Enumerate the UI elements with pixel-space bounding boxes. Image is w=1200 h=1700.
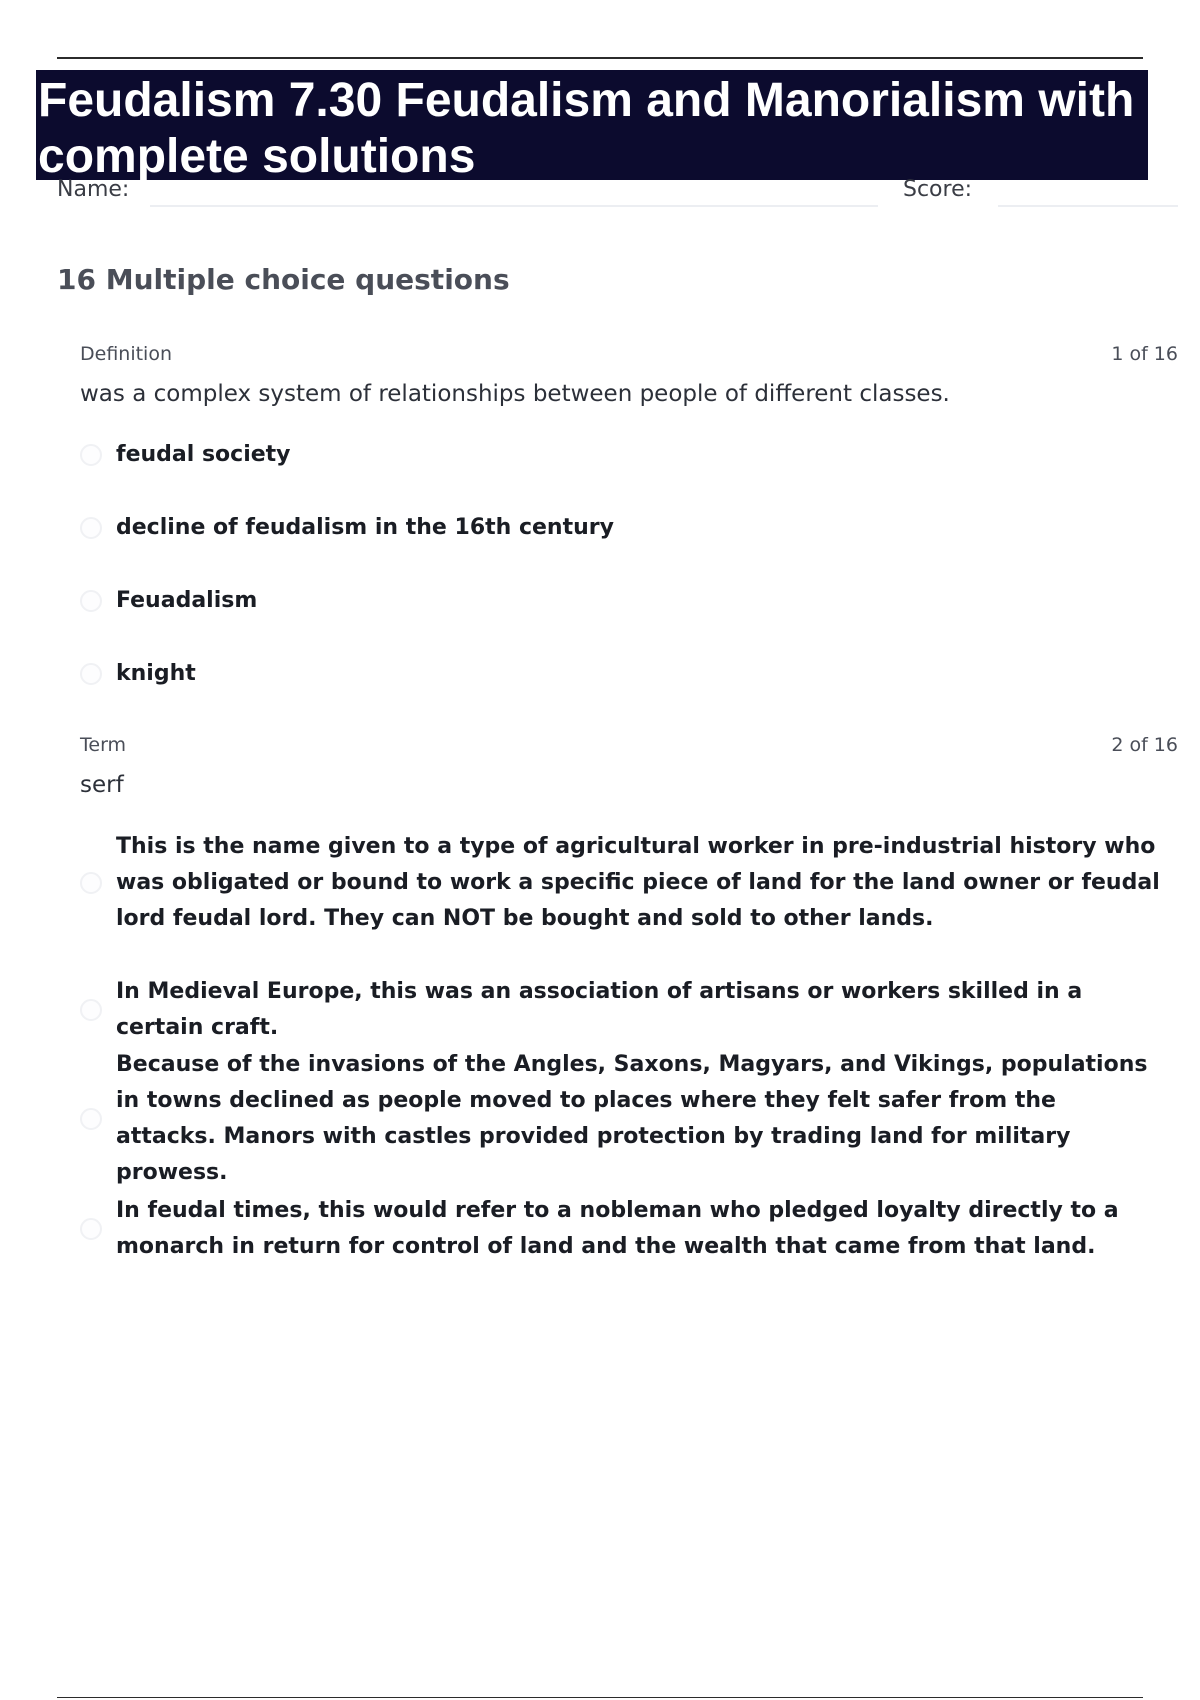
- document-title: Feudalism 7.30 Feudalism and Manorialism with complete solutions: [38, 74, 1135, 183]
- option-text: Because of the invasions of the Angles, Saxons, Magyars, and Vikings, populations in towns declined as people moved to places where they felt safer from the attacks. Manors with castles provided protection by trading land for military prowess.: [116, 1052, 1148, 1185]
- score-field[interactable]: [998, 205, 1178, 207]
- option-text: In Medieval Europe, this was an association of artisans or workers skilled in a certain craft.: [116, 979, 1083, 1040]
- radio-button[interactable]: [80, 590, 102, 612]
- answer-option[interactable]: [80, 583, 1160, 619]
- question-kind: Term: [80, 734, 127, 756]
- name-field[interactable]: [150, 205, 878, 207]
- answer-option[interactable]: [80, 1047, 1160, 1191]
- question-kind: Definition: [80, 343, 173, 365]
- radio-button[interactable]: [80, 517, 102, 539]
- option-text: knight: [116, 661, 196, 686]
- radio-button[interactable]: [80, 663, 102, 685]
- score-label: Score:: [903, 177, 973, 202]
- option-text: This is the name given to a type of agricultural worker in pre-industrial history who was obligated or bound to work a specific piece of land for the land owner or feudal lord feudal lord. They can NOT be bought and sold to other lands.: [116, 834, 1160, 931]
- question-prompt: was a complex system of relationships between people of different classes.: [80, 381, 950, 407]
- option-text: In feudal times, this would refer to a nobleman who pledged loyalty directly to a monarch in return for control of land and the wealth that came from that land.: [116, 1198, 1119, 1259]
- radio-button[interactable]: [80, 1108, 102, 1130]
- radio-button[interactable]: [80, 444, 102, 466]
- option-text: Feuadalism: [116, 588, 258, 613]
- section-heading: 16 Multiple choice questions: [57, 263, 510, 296]
- question-prompt: serf: [80, 772, 124, 798]
- title-banner: [36, 70, 1148, 183]
- radio-button[interactable]: [80, 999, 102, 1021]
- name-label: Name:: [57, 177, 130, 202]
- answer-option[interactable]: [80, 829, 1160, 937]
- answer-option[interactable]: [80, 437, 1160, 473]
- radio-button[interactable]: [80, 1218, 102, 1240]
- top-rule: [57, 57, 1143, 59]
- radio-button[interactable]: [80, 872, 102, 894]
- answer-option[interactable]: [80, 656, 1160, 692]
- answer-option[interactable]: [80, 1193, 1160, 1265]
- answer-option[interactable]: [80, 510, 1160, 546]
- question-count: 1 of 16: [1111, 343, 1178, 365]
- answer-option[interactable]: [80, 974, 1160, 1046]
- question-count: 2 of 16: [1111, 734, 1178, 756]
- option-text: feudal society: [116, 442, 291, 467]
- option-text: decline of feudalism in the 16th century: [116, 515, 614, 540]
- bottom-rule: [57, 1697, 1143, 1698]
